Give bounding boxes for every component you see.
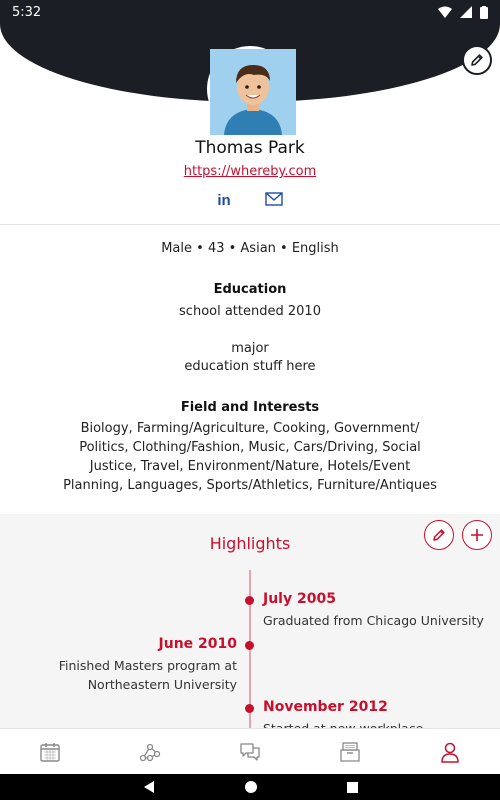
tab-profile[interactable]: [400, 729, 500, 774]
pencil-icon: [469, 52, 485, 68]
network-icon: [138, 740, 162, 764]
highlights-title: Highlights: [209, 534, 291, 553]
interests-line: Planning, Languages, Sports/Athletics, Furniture/Antiques: [63, 478, 437, 493]
tab-chat[interactable]: [200, 729, 300, 774]
chat-icon: [238, 740, 262, 764]
highlights-section: [0, 514, 500, 728]
edit-profile-button[interactable]: [462, 45, 492, 75]
home-icon[interactable]: [244, 780, 258, 794]
tab-calendar[interactable]: [0, 729, 100, 774]
linkedin-icon[interactable]: in: [217, 192, 231, 209]
education-school: school attended 2010: [179, 304, 321, 319]
wifi-icon: [438, 6, 452, 18]
status-time: 5:32: [12, 4, 42, 20]
archive-icon: [338, 740, 362, 764]
social-links: [0, 192, 500, 209]
education-details: education stuff here: [184, 359, 316, 374]
profile-name: Thomas Park: [195, 138, 305, 158]
interests-heading: Field and Interests: [180, 400, 320, 415]
profile-link[interactable]: https://whereby.com: [183, 164, 317, 179]
highlight-date: July 2005: [263, 591, 336, 607]
demographics: Male • 43 • Asian • English: [161, 241, 339, 256]
interests-line: Biology, Farming/Agriculture, Cooking, Government/: [80, 421, 420, 436]
add-highlight-button[interactable]: [462, 520, 492, 550]
profile-icon: [438, 740, 462, 764]
bottom-nav: [0, 728, 500, 774]
timeline-dot: [245, 596, 254, 605]
battery-icon: [480, 6, 488, 19]
signal-icon: [460, 6, 472, 18]
edit-highlights-button[interactable]: [424, 520, 454, 550]
education-heading: Education: [213, 282, 287, 297]
highlight-desc: Graduated from Chicago University: [263, 613, 484, 628]
highlight-date: November 2012: [263, 699, 388, 715]
recents-icon[interactable]: [346, 781, 359, 794]
highlight-date: June 2010: [158, 636, 237, 652]
divider: [0, 224, 500, 225]
back-icon[interactable]: [142, 780, 156, 794]
plus-icon: [469, 527, 485, 543]
highlight-desc: Northeastern University: [87, 677, 237, 692]
avatar: [207, 46, 293, 132]
timeline-dot: [245, 704, 254, 713]
tab-archive[interactable]: [300, 729, 400, 774]
interests-line: Justice, Travel, Environment/Nature, Hotels/Event: [89, 459, 411, 474]
system-nav-bar: [0, 774, 500, 800]
mail-icon[interactable]: [265, 192, 283, 206]
pencil-icon: [431, 527, 447, 543]
education-major-label: major: [231, 341, 269, 356]
highlight-desc: Finished Masters program at: [58, 658, 237, 673]
status-bar: [0, 0, 500, 24]
interests-line: Politics, Clothing/Fashion, Music, Cars/Driving, Social: [79, 440, 421, 455]
timeline-dot: [245, 641, 254, 650]
tab-network[interactable]: [100, 729, 200, 774]
calendar-icon: [38, 740, 62, 764]
